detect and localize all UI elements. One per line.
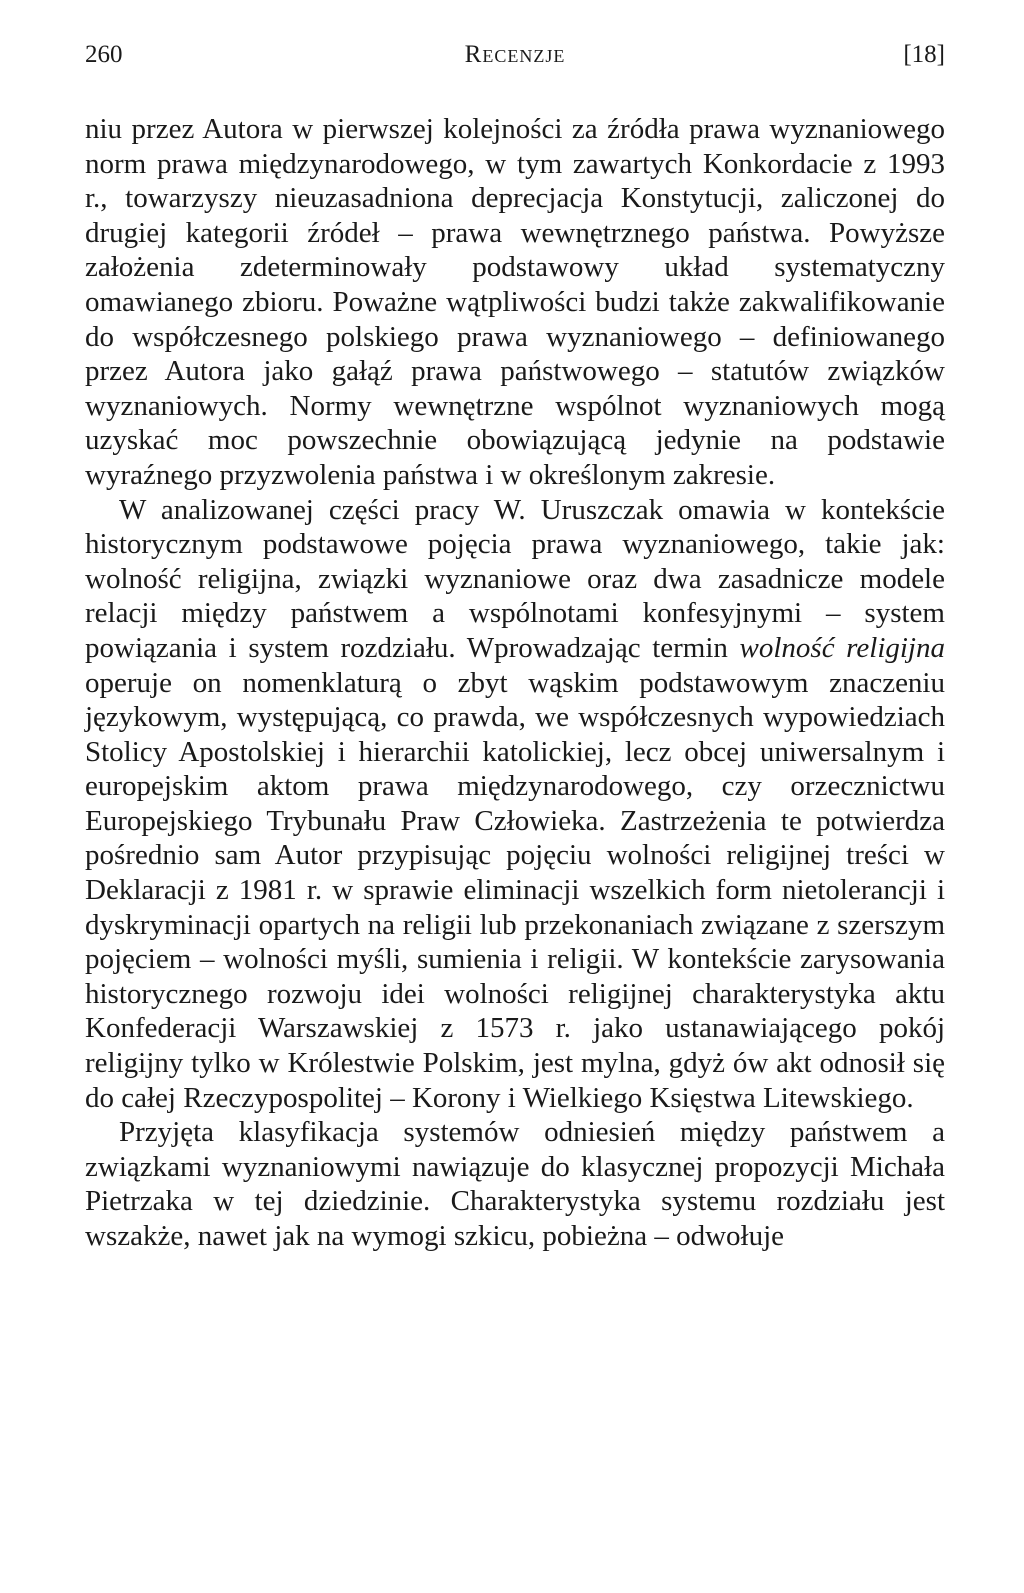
folio-number: [18] <box>903 41 945 68</box>
page-number: 260 <box>85 41 123 68</box>
italic-term: wolność religijna <box>739 631 945 664</box>
paragraph-text-before-term: W analizowanej części pracy W. Uruszczak omawia w kontekście historycznym podstawowe pojęcia prawa wyznaniowego, takie jak: wolność religijna, związki wyznaniowe oraz dwa zasadnicze modele relacji między państwem a wspólnotami konfesyjnymi – system powiązania i system rozdziału. Wprowadzając termin <box>85 493 945 664</box>
body-text <box>85 112 945 1254</box>
running-head <box>85 35 945 75</box>
paragraph-uruszczak <box>85 493 945 1116</box>
paragraph-text-after-term: operuje on nomenklaturą o zbyt wąskim podstawowym znaczeniu językowym, występującą, co prawda, we współczesnych wypowiedziach Stolicy Apostolskiej i hierarchii katolickiej, lecz obcej uniwersalnym i europejskim aktom prawa międzynarodowego, czy orzecznictwu Europejskiego Trybunału Praw Człowieka. Zastrzeżenia te potwierdza pośrednio sam Autor przypisując pojęciu wolności religijnej treści w Deklaracji z 1981 r. w sprawie eliminacji wszelkich form nietolerancji i dyskryminacji opartych na religii lub przekonaniach związane z szerszym pojęciem – wolności myśli, sumienia i religii. W kontekście zarysowania historycznego rozwoju idei wolności religijnej charakterystyka aktu Konfederacji Warszawskiej z 1573 r. jako ustanawiającego pokój religijny tylko w Królestwie Polskim, jest mylna, gdyż ów akt odnosił się do całej Rzeczypospolitej – Korony i Wielkiego Księstwa Litewskiego. <box>85 666 945 1114</box>
paragraph-classification: Przyjęta klasyfikacja systemów odniesień między państwem a związkami wyznaniowymi nawiązuje do klasycznej propozycji Michała Pietrzaka w tej dziedzinie. Charakterystyka systemu rozdziału jest wszakże, nawet jak na wymogi szkicu, pobieżna – odwołuje <box>85 1116 945 1252</box>
section-title: Recenzje <box>464 41 566 68</box>
paragraph-continued: niu przez Autora w pierwszej kolejności za źródła prawa wyznaniowego norm prawa międzynarodowego, w tym zawartych Konkordacie z 1993 r., towarzyszy nieuzasadniona deprecjacja Konstytucji, zaliczonej do drugiej kategorii źródeł – prawa wewnętrznego państwa. Powyższe założenia zdeterminowały podstawowy układ systematyczny omawianego zbioru. Poważne wątpliwości budzi także zakwalifikowanie do współczesnego polskiego prawa wyznaniowego – definiowanego przez Autora jako gałąź prawa państwowego – statutów związków wyznaniowych. Normy wewnętrzne wspólnot wyznaniowych mogą uzyskać moc powszechnie obowiązującą jedynie na podstawie wyraźnego przyzwolenia państwa i w określonym zakresie. <box>85 113 945 491</box>
